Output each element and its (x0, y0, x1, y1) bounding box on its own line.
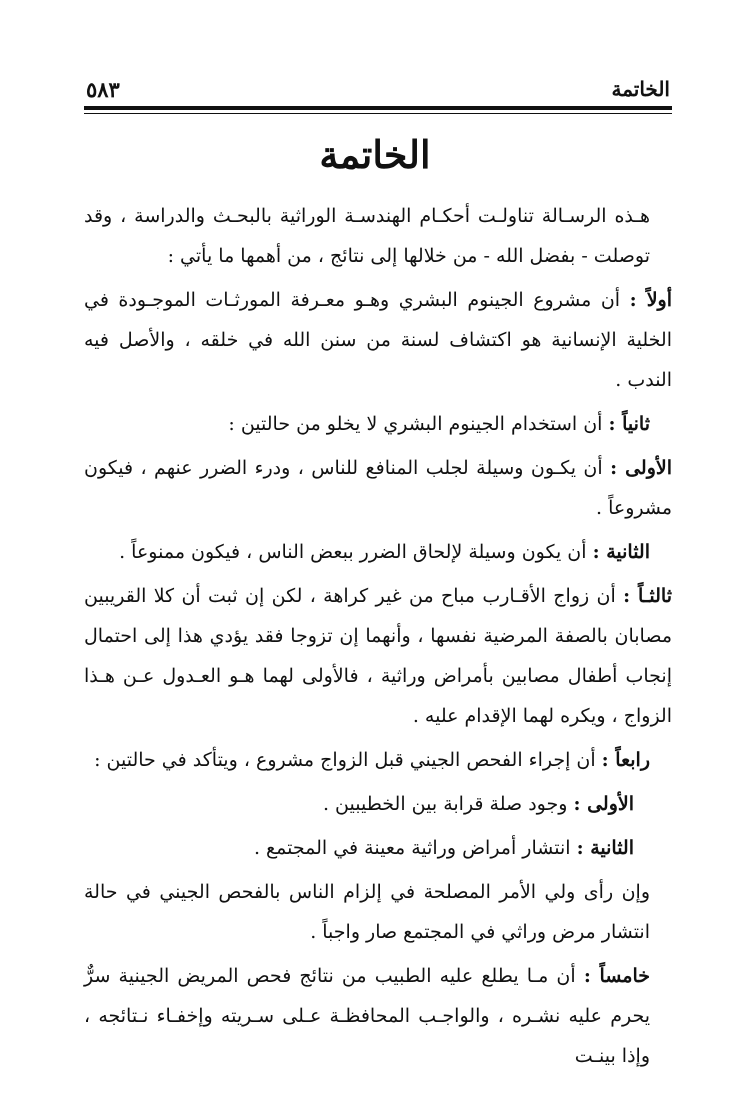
paragraph-first (84, 280, 672, 400)
paragraph-text: وإن رأى ولي الأمر المصلحة في إلزام الناس بالفحص الجيني في حالة انتشار مرض وراثي في المجتمع صار واجباً . (84, 881, 650, 943)
chapter-title: الخاتمة (319, 132, 431, 177)
paragraph-text: أن إجراء الفحص الجيني قبل الزواج مشروع ، ويتأكد في حالتين : (94, 749, 602, 771)
paragraph-fourth (84, 740, 672, 780)
paragraph-text: أن يكـون وسيلة لجلب المنافع للناس ، ودرء الضرر عنهم ، فيكون مشروعاً . (84, 457, 672, 519)
paragraph-label: الأولى : (573, 793, 634, 815)
running-title: الخاتمة (611, 77, 670, 101)
paragraph-text: أن يكون وسيلة لإلحاق الضرر ببعض الناس ، فيكون ممنوعاً . (119, 541, 593, 563)
paragraph-third (84, 576, 672, 736)
paragraph-label: ثانياً : (608, 413, 650, 435)
paragraph-text: هـذه الرسـالة تناولـت أحكـام الهندسـة الوراثية بالبحـث والدراسة ، وقد توصلت - بفضل الله - من خلالها إلى نتائج ، من أهمها ما يأتي : (84, 205, 650, 267)
paragraph-second-case-2 (84, 532, 672, 572)
paragraph-text: وجود صلة قرابة بين الخطيبين . (322, 793, 574, 815)
page-header (86, 76, 670, 102)
header-rule-thin (84, 113, 672, 114)
paragraph-text: أن زواج الأقـارب مباح من غير كراهة ، لكن إن ثبت أن كلا القريبين مصابان بالصفة المرضية نفسها ، وأنهما إن تزوجا فقد يؤدي هذا إلى احتمال إنجاب أطفال مصابين بأمراض وراثية ، فالأولى لهما هـو العـدول عـن هـذا الزواج ، ويكره لهما الإقدام عليه . (84, 585, 672, 727)
paragraph-guardian (84, 872, 672, 952)
paragraph-label: ثالثـاً : (623, 585, 672, 607)
paragraph-text: أن استخدام الجينوم البشري لا يخلو من حالتين : (228, 413, 609, 435)
paragraph-label: الأولى : (610, 457, 672, 479)
paragraph-second-case-1 (84, 448, 672, 528)
paragraph-intro (84, 196, 672, 276)
paragraph-label: أولاً : (629, 289, 673, 311)
page-number: ٥٨٣ (86, 76, 120, 102)
paragraph-text: أن مشروع الجينوم البشري وهـو معـرفة المورثـات الموجـودة في الخلية الإنسانية هو اكتشاف لسنة من سنن الله في خلقه ، والأصل فيه الندب . (84, 289, 672, 391)
paragraph-fifth (84, 956, 672, 1076)
paragraph-label: الثانية : (576, 837, 634, 859)
paragraph-second (84, 404, 672, 444)
paragraph-fourth-case-1 (84, 784, 672, 824)
paragraph-fourth-case-2 (84, 828, 672, 868)
paragraph-label: رابعاً : (601, 749, 650, 771)
paragraph-label: الثانية : (592, 541, 650, 563)
paragraph-text: انتشار أمراض وراثية معينة في المجتمع . (253, 837, 577, 859)
header-rule-thick (84, 106, 672, 110)
paragraph-label: خامساً : (583, 965, 650, 987)
body-text (84, 196, 672, 1080)
paragraph-text: أن مـا يطلع عليه الطبيب من نتائج فحص المريض الجينية سرٌّ يحرم عليه نشـره ، والواجـب المحافظـة عـلى سـريته وإخفـاء نـتائجه ، وإذا بينـت (84, 965, 650, 1067)
